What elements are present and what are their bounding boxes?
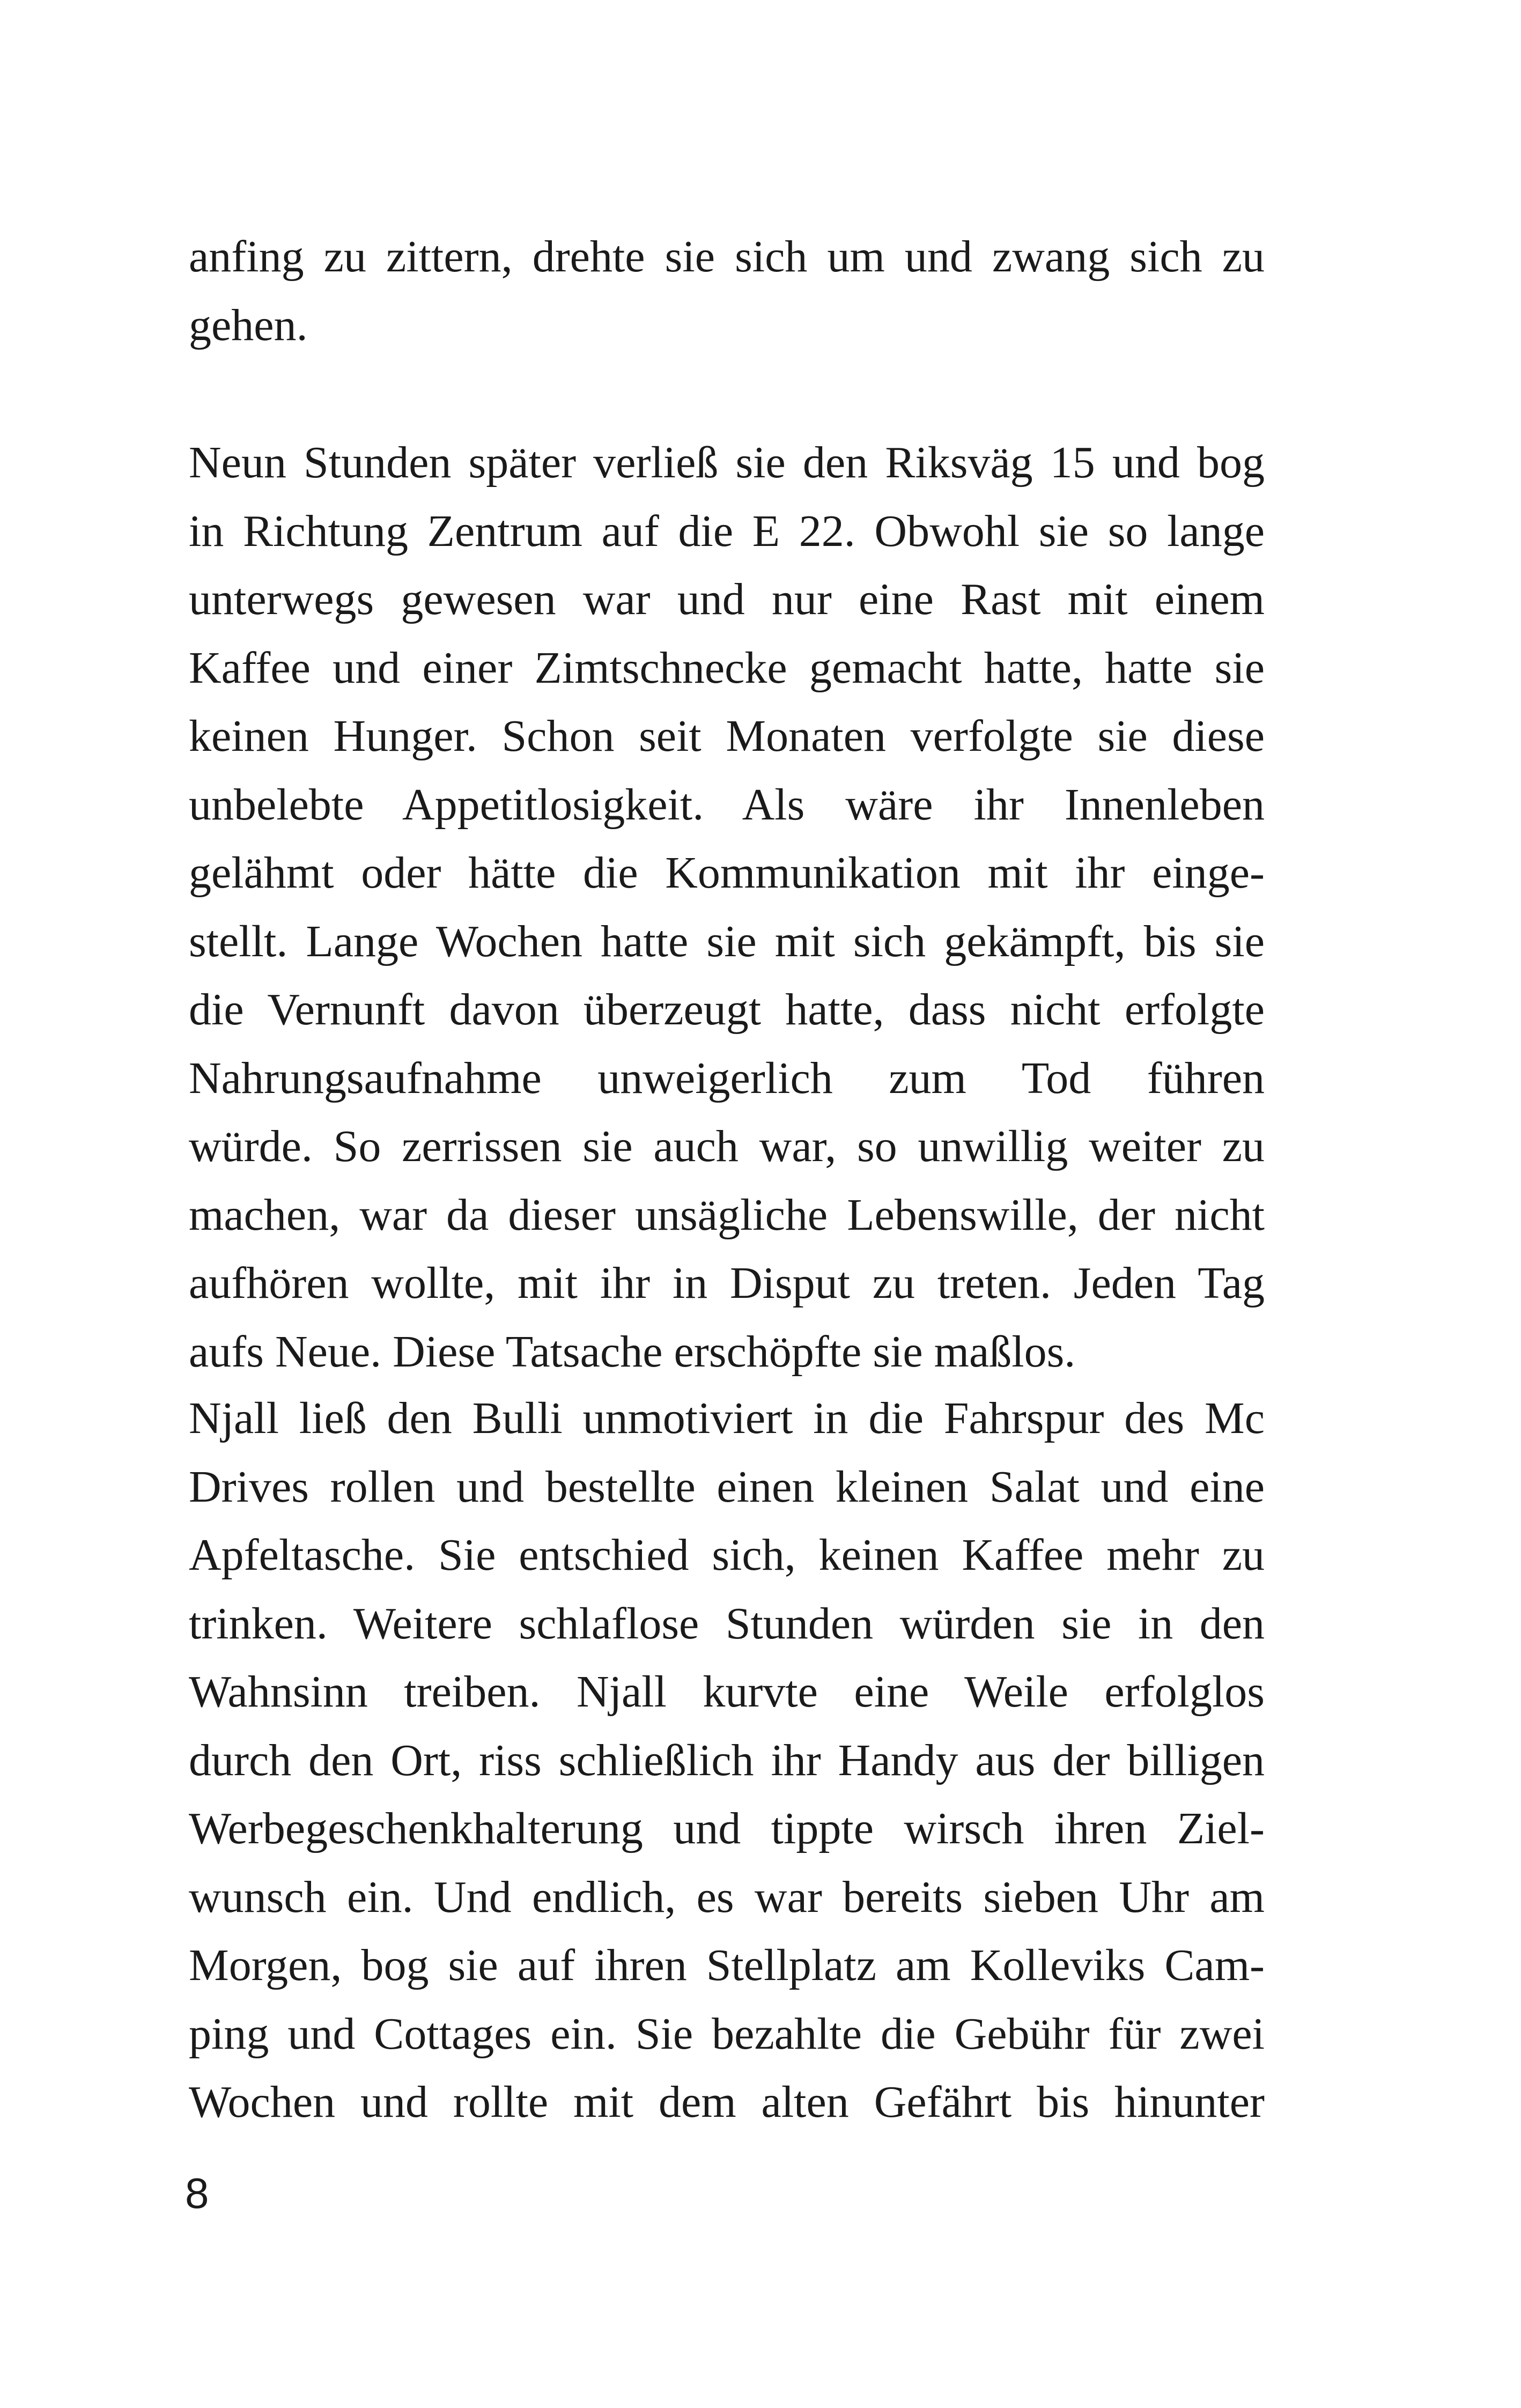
text-line: machen, war da dieser unsägliche Lebenswille, der nicht: [189, 1190, 1265, 1240]
text-line: Apfeltasche. Sie entschied sich, keinen Kaffee mehr zu: [189, 1530, 1265, 1580]
text-line: trinken. Weitere schlaflose Stunden würden sie in den: [189, 1598, 1265, 1649]
text-line: Neun Stunden später verließ sie den Riksväg 15 und bog: [189, 438, 1265, 487]
text-line: unterwegs gewesen war und nur eine Rast mit einem: [189, 574, 1265, 624]
text-line: die Vernunft davon überzeugt hatte, dass nicht erfolgte: [189, 985, 1265, 1035]
text-line: in Richtung Zentrum auf die E 22. Obwohl sie so lange: [189, 506, 1265, 556]
text-line: stellt. Lange Wochen hatte sie mit sich gekämpft, bis sie: [189, 916, 1265, 966]
text-line: keinen Hunger. Schon seit Monaten verfolgte sie diese: [189, 711, 1265, 761]
text-line: ping und Cottages ein. Sie bezahlte die Gebühr für zwei: [189, 2008, 1265, 2059]
text-line: Werbegeschenkhalterung und tippte wirsch ihren Ziel-: [189, 1804, 1265, 1853]
text-line: aufs Neue. Diese Tatsache erschöpfte sie maßlos.: [189, 1326, 1076, 1377]
text-line: Kaffee und einer Zimtschnecke gemacht hatte, hatte sie: [189, 642, 1265, 693]
text-line: aufhören wollte, mit ihr in Disput zu treten. Jeden Tag: [189, 1258, 1265, 1308]
paragraph-3: [189, 1384, 1265, 2137]
text-line: würde. So zerrissen sie auch war, so unwillig weiter zu: [189, 1121, 1265, 1171]
text-line: gelähmt oder hätte die Kommunikation mit ihr einge-: [189, 848, 1265, 898]
text-line: Wahnsinn treiben. Njall kurvte eine Weile erfolglos: [189, 1667, 1265, 1717]
text-line: anfing zu zittern, drehte sie sich um und zwang sich zu: [189, 232, 1265, 282]
paragraph-2: [189, 429, 1265, 1386]
text-line: Morgen, bog sie auf ihren Stellplatz am Kolleviks Cam-: [189, 1940, 1265, 1990]
text-line: gehen.: [189, 300, 308, 350]
page-number: 8: [185, 2169, 209, 2217]
text-line: wunsch ein. Und endlich, es war bereits sieben Uhr am: [189, 1872, 1265, 1922]
text-line: Wochen und rollte mit dem alten Gefährt bis hinunter: [189, 2077, 1265, 2127]
text-line: Drives rollen und bestellte einen kleinen Salat und eine: [189, 1461, 1265, 1512]
text-line: unbelebte Appetitlosigkeit. Als wäre ihr Innenleben: [189, 779, 1265, 830]
text-line: durch den Ort, riss schließlich ihr Handy aus der billigen: [189, 1735, 1265, 1785]
text-line: Nahrungsaufnahme unweigerlich zum Tod führen: [189, 1053, 1265, 1103]
text-line: Njall ließ den Bulli unmotiviert in die Fahrspur des Mc: [189, 1393, 1265, 1443]
paragraph-1: [189, 223, 1265, 359]
